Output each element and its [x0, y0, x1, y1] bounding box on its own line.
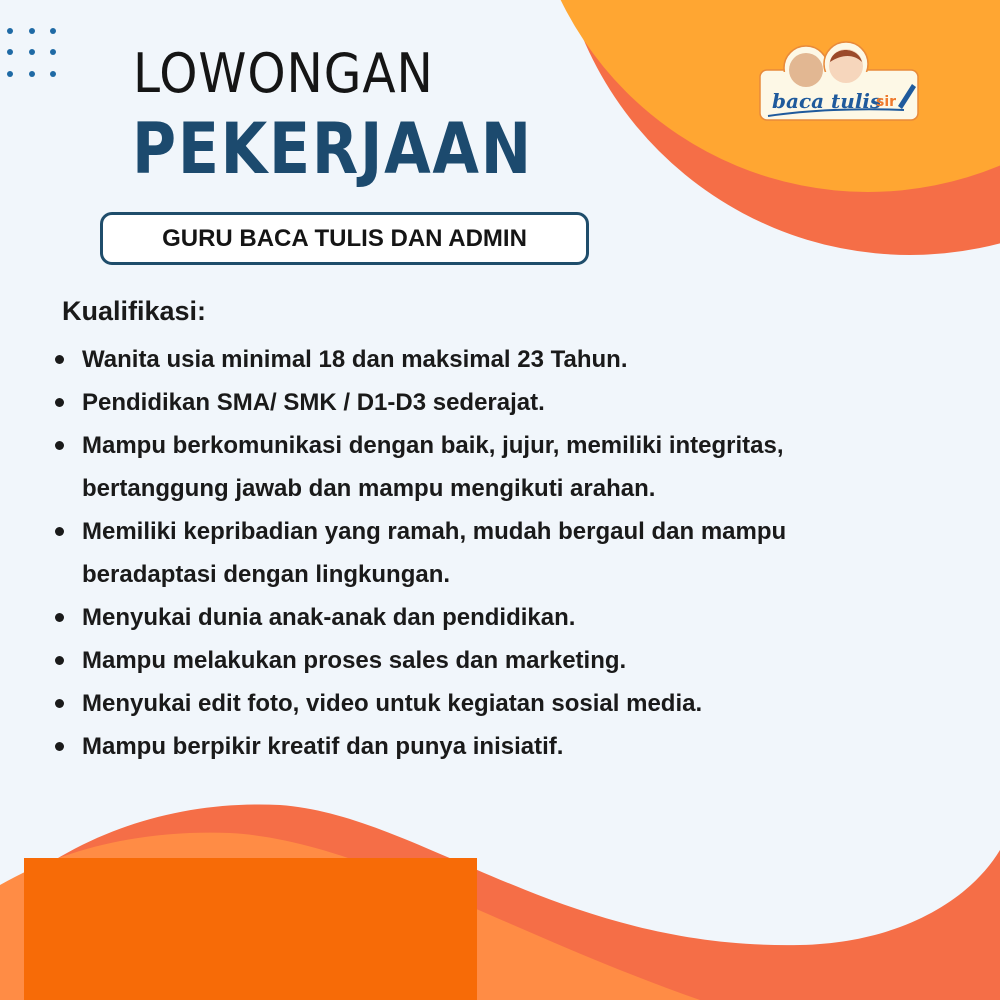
title-pekerjaan: PEKERJAAN [132, 108, 533, 190]
qualification-item [55, 510, 786, 596]
qualification-item [55, 639, 786, 682]
qualification-text: Mampu berkomunikasi dengan baik, jujur, memiliki integritas, [82, 432, 784, 459]
qualification-text: Wanita usia minimal 18 dan maksimal 23 Tahun. [82, 346, 628, 373]
baca-tulis-sir-logo [758, 40, 923, 126]
bullet-icon [55, 398, 64, 407]
qualification-item [55, 424, 786, 510]
logo-accent-text: sir [876, 94, 897, 110]
qualification-text: Pendidikan SMA/ SMK / D1-D3 sederajat. [82, 389, 545, 416]
qualification-item [55, 381, 786, 424]
qualifications-heading: Kualifikasi: [62, 296, 207, 326]
qualification-text: bertanggung jawab dan mampu mengikuti arahan. [82, 475, 656, 502]
qualification-text: Mampu melakukan proses sales dan marketing. [82, 647, 627, 674]
qualification-item [55, 682, 786, 725]
qualification-text: Menyukai edit foto, video untuk kegiatan sosial media. [82, 690, 703, 717]
bullet-icon [55, 613, 64, 622]
qualifications-list [55, 338, 786, 768]
logo-text: baca tulis [772, 89, 882, 113]
bullet-icon [55, 699, 64, 708]
qualification-text: Memiliki kepribadian yang ramah, mudah bergaul dan mampu [82, 518, 787, 545]
boy-face-icon [789, 53, 823, 87]
bullet-icon [55, 742, 64, 751]
qualification-text: Mampu berpikir kreatif dan punya inisiatif. [82, 733, 564, 760]
bullet-icon [55, 355, 64, 364]
qualification-item [55, 596, 786, 639]
position-badge: GURU BACA TULIS DAN ADMIN [100, 212, 589, 265]
qualification-text: beradaptasi dengan lingkungan. [82, 561, 451, 588]
orange-block [24, 858, 477, 1000]
bullet-icon [55, 527, 64, 536]
qualification-item [55, 725, 786, 768]
qualification-text: Menyukai dunia anak-anak dan pendidikan. [82, 604, 576, 631]
title-lowongan: LOWONGAN [133, 42, 434, 105]
qualification-item [55, 338, 786, 381]
bullet-icon [55, 656, 64, 665]
bullet-icon [55, 441, 64, 450]
